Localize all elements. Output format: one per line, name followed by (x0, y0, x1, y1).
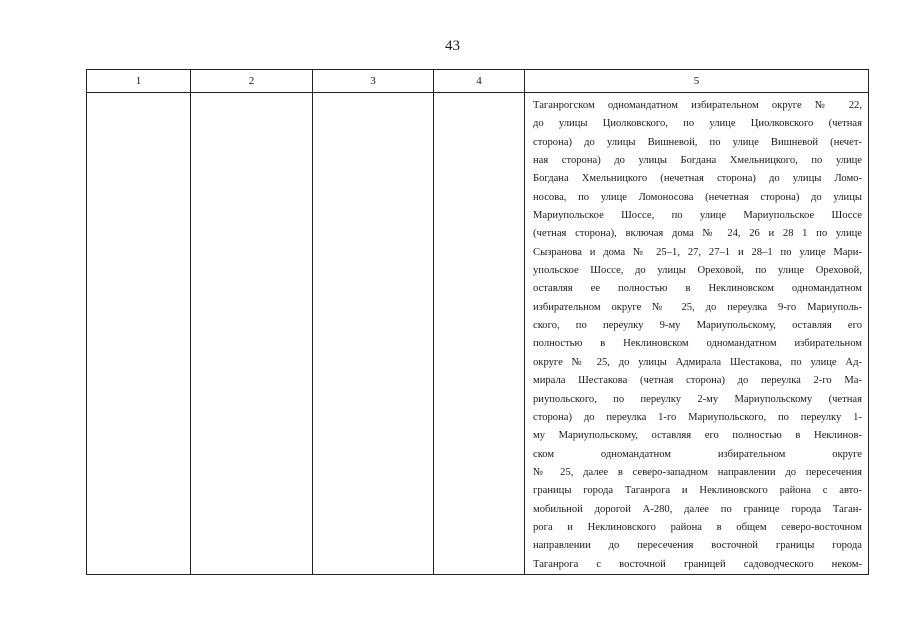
text-line: му Мариупольскому, оставляя его полностью в Неклинов- (533, 430, 862, 442)
header-col-3: 3 (313, 70, 434, 93)
header-row (87, 70, 869, 93)
cell-col-4 (434, 93, 525, 575)
text-line: границы города Таганрога и Неклиновского района с авто- (533, 485, 862, 497)
text-line: до улицы Циолковского, по улице Циолковского (четная (533, 118, 862, 130)
text-line: Мариупольское Шоссе, по улице Мариупольское Шоссе (533, 210, 862, 222)
table-row (87, 93, 869, 575)
cell-col-3 (313, 93, 434, 575)
cell-col-1 (87, 93, 191, 575)
text-line: мобильной дорогой А-280, далее по границе города Таган- (533, 503, 862, 515)
text-line: № 25, далее в северо-западном направлении до пересечения (533, 466, 862, 478)
text-line: упольское Шоссе, до улицы Ореховой, по улице Ореховой, (533, 265, 862, 277)
text-line: направлении до пересечения восточной границы города (533, 540, 862, 552)
header-col-4: 4 (434, 70, 525, 93)
cell-col-2 (191, 93, 313, 575)
header-col-2: 2 (191, 70, 313, 93)
text-line: Таганрога с восточной границей садоводческого неком- (533, 558, 862, 570)
text-line: Таганрогском одномандатном избирательном округе № 22, (533, 100, 862, 111)
text-line: ском одномандатном избирательном округе (533, 448, 862, 460)
page-number: 43 (445, 38, 460, 54)
text-line: ная сторона) до улицы Богдана Хмельницкого, по улице (533, 155, 862, 167)
text-line: сторона) до улицы Вишневой, по улице Вишневой (нечет- (533, 136, 862, 148)
text-line: оставляя ее полностью в Неклиновском одномандатном (533, 283, 862, 295)
text-line: (четная сторона), включая дома № 24, 26 и 28 1 по улице (533, 228, 862, 240)
cell-col-5 (525, 93, 869, 575)
text-line: Богдана Хмельницкого (нечетная сторона) до улицы Ломо- (533, 173, 862, 185)
text-line: носова, по улице Ломоносова (нечетная сторона) до улицы (533, 191, 862, 203)
text-line: полностью в Неклиновском одномандатном избирательном (533, 338, 862, 350)
description-text (525, 93, 868, 574)
header-col-5: 5 (525, 70, 869, 93)
text-line: округе № 25, до улицы Адмирала Шестакова, по улице Ад- (533, 356, 862, 368)
document-table (86, 69, 869, 575)
text-line: Сызранова и дома № 25–1, 27, 27–1 и 28–1 по улице Мари- (533, 246, 862, 258)
header-col-1: 1 (87, 70, 191, 93)
text-line: риупольского, по переулку 2-му Мариупольскому (четная (533, 393, 862, 405)
text-line: ского, по переулку 9-му Мариупольскому, оставляя его (533, 320, 862, 332)
text-line: мирала Шестакова (четная сторона) до переулка 2-го Ма- (533, 375, 862, 387)
text-line: рога и Неклиновского района в общем северо-восточном (533, 521, 862, 533)
text-line: избирательном округе № 25, до переулка 9-го Мариуполь- (533, 301, 862, 313)
text-line: сторона) до переулка 1-го Мариупольского, по переулку 1- (533, 411, 862, 423)
